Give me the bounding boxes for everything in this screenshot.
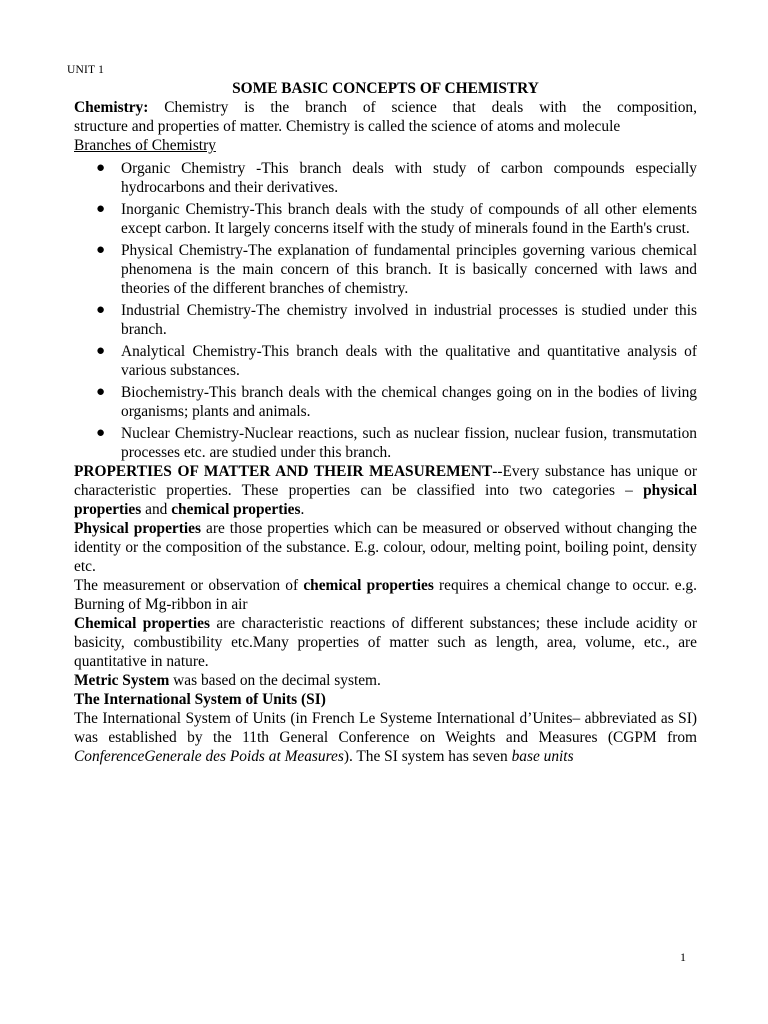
measurement-post: requires a chemical change to occur. e.g. Burning of Mg-ribbon in air bbox=[74, 577, 697, 613]
branch-inorganic: Inorganic Chemistry-This branch deals with the study of compounds of all other elements except carbon. It largely concerns itself with the study of minerals found in the Earth's crust. bbox=[121, 201, 697, 237]
list-item bbox=[74, 424, 697, 462]
branch-nuclear: Nuclear Chemistry-Nuclear reactions, such as nuclear fission, nuclear fusion, transmutation processes etc. are studied under this branch. bbox=[121, 425, 697, 461]
bullet-icon: ● bbox=[96, 242, 106, 258]
list-item bbox=[74, 383, 697, 421]
bullet-icon: ● bbox=[96, 160, 106, 176]
list-item bbox=[74, 301, 697, 339]
physical-properties-bold: Physical properties bbox=[74, 520, 201, 537]
si-text-1: The International System of Units (in French Le Systeme International d’Unites– abbreviated as SI) was established by the 11th General Conference on Weights and Measures (CGPM from bbox=[74, 710, 697, 746]
chemistry-definition-continued: structure and properties of matter. Chemistry is called the science of atoms and molecule bbox=[74, 118, 621, 135]
unit-label: UNIT 1 bbox=[67, 64, 105, 76]
physical-properties-term: physical properties bbox=[74, 482, 697, 518]
chemistry-definition bbox=[74, 98, 697, 117]
branch-industrial: Industrial Chemistry-The chemistry involved in industrial processes is studied under this branch. bbox=[121, 302, 697, 338]
si-paragraph bbox=[74, 709, 697, 766]
si-heading: The International System of Units (SI) bbox=[74, 691, 326, 708]
metric-system-text: was based on the decimal system. bbox=[173, 672, 381, 689]
branches-list bbox=[74, 159, 697, 462]
branch-physical: Physical Chemistry-The explanation of fundamental principles governing various chemical phenomena is the main concern of this branch. It is basically concerned with laws and theories of the different branches of chemistry. bbox=[121, 242, 697, 297]
branches-heading: Branches of Chemistry bbox=[74, 137, 216, 154]
and-word: and bbox=[145, 501, 168, 518]
measurement-pre: The measurement or observation of bbox=[74, 577, 299, 594]
chemical-properties-paragraph bbox=[74, 614, 697, 671]
si-base-units: base units bbox=[511, 748, 574, 765]
bullet-icon: ● bbox=[96, 302, 106, 318]
chemical-properties-term: chemical properties bbox=[171, 501, 301, 518]
bullet-icon: ● bbox=[96, 384, 106, 400]
chemistry-definition-line1: Chemistry is the branch of science that deals with the composition, bbox=[164, 99, 697, 116]
measurement-paragraph bbox=[74, 576, 697, 614]
chemical-properties-definition: are characteristic reactions of different substances; these include acidity or basicity, combustibility etc.Many properties of matter such as length, area, volume, etc., are quantitative in nature. bbox=[74, 615, 697, 670]
period: . bbox=[300, 501, 305, 518]
list-item bbox=[74, 159, 697, 197]
physical-properties-paragraph bbox=[74, 519, 697, 576]
measurement-term: chemical properties bbox=[303, 577, 434, 594]
metric-system-term: Metric System bbox=[74, 672, 170, 689]
branch-analytical: Analytical Chemistry-This branch deals with the qualitative and quantitative analysis of various substances. bbox=[121, 343, 697, 379]
list-item bbox=[74, 200, 697, 238]
properties-paragraph bbox=[74, 462, 697, 519]
bullet-icon: ● bbox=[96, 201, 106, 217]
branch-biochemistry: Biochemistry-This branch deals with the chemical changes going on in the bodies of living organisms; plants and animals. bbox=[121, 384, 697, 420]
chemical-properties-bold: Chemical properties bbox=[74, 615, 210, 632]
list-item bbox=[74, 241, 697, 298]
bullet-icon: ● bbox=[96, 343, 106, 359]
page-title: SOME BASIC CONCEPTS OF CHEMISTRY bbox=[232, 80, 539, 97]
properties-intro: --Every substance has unique or characteristic properties. These properties can be classified into two categories – bbox=[74, 463, 697, 499]
physical-properties-definition: are those properties which can be measured or observed without changing the identity or the composition of the substance. E.g. colour, odour, melting point, boiling point, density etc. bbox=[74, 520, 697, 575]
properties-heading: PROPERTIES OF MATTER AND THEIR MEASUREMENT bbox=[74, 463, 493, 480]
list-item bbox=[74, 342, 697, 380]
si-italic-name: ConferenceGenerale des Poids at Measures bbox=[74, 748, 344, 765]
si-text-2: ). The SI system has seven bbox=[343, 748, 508, 765]
branch-organic: Organic Chemistry -This branch deals with study of carbon compounds especially hydrocarbons and their derivatives. bbox=[121, 160, 697, 196]
metric-system-paragraph bbox=[74, 671, 439, 690]
document-body bbox=[74, 98, 697, 766]
bullet-icon: ● bbox=[96, 425, 106, 441]
page-number: 1 bbox=[680, 950, 686, 964]
chemistry-term: Chemistry: bbox=[74, 99, 149, 116]
